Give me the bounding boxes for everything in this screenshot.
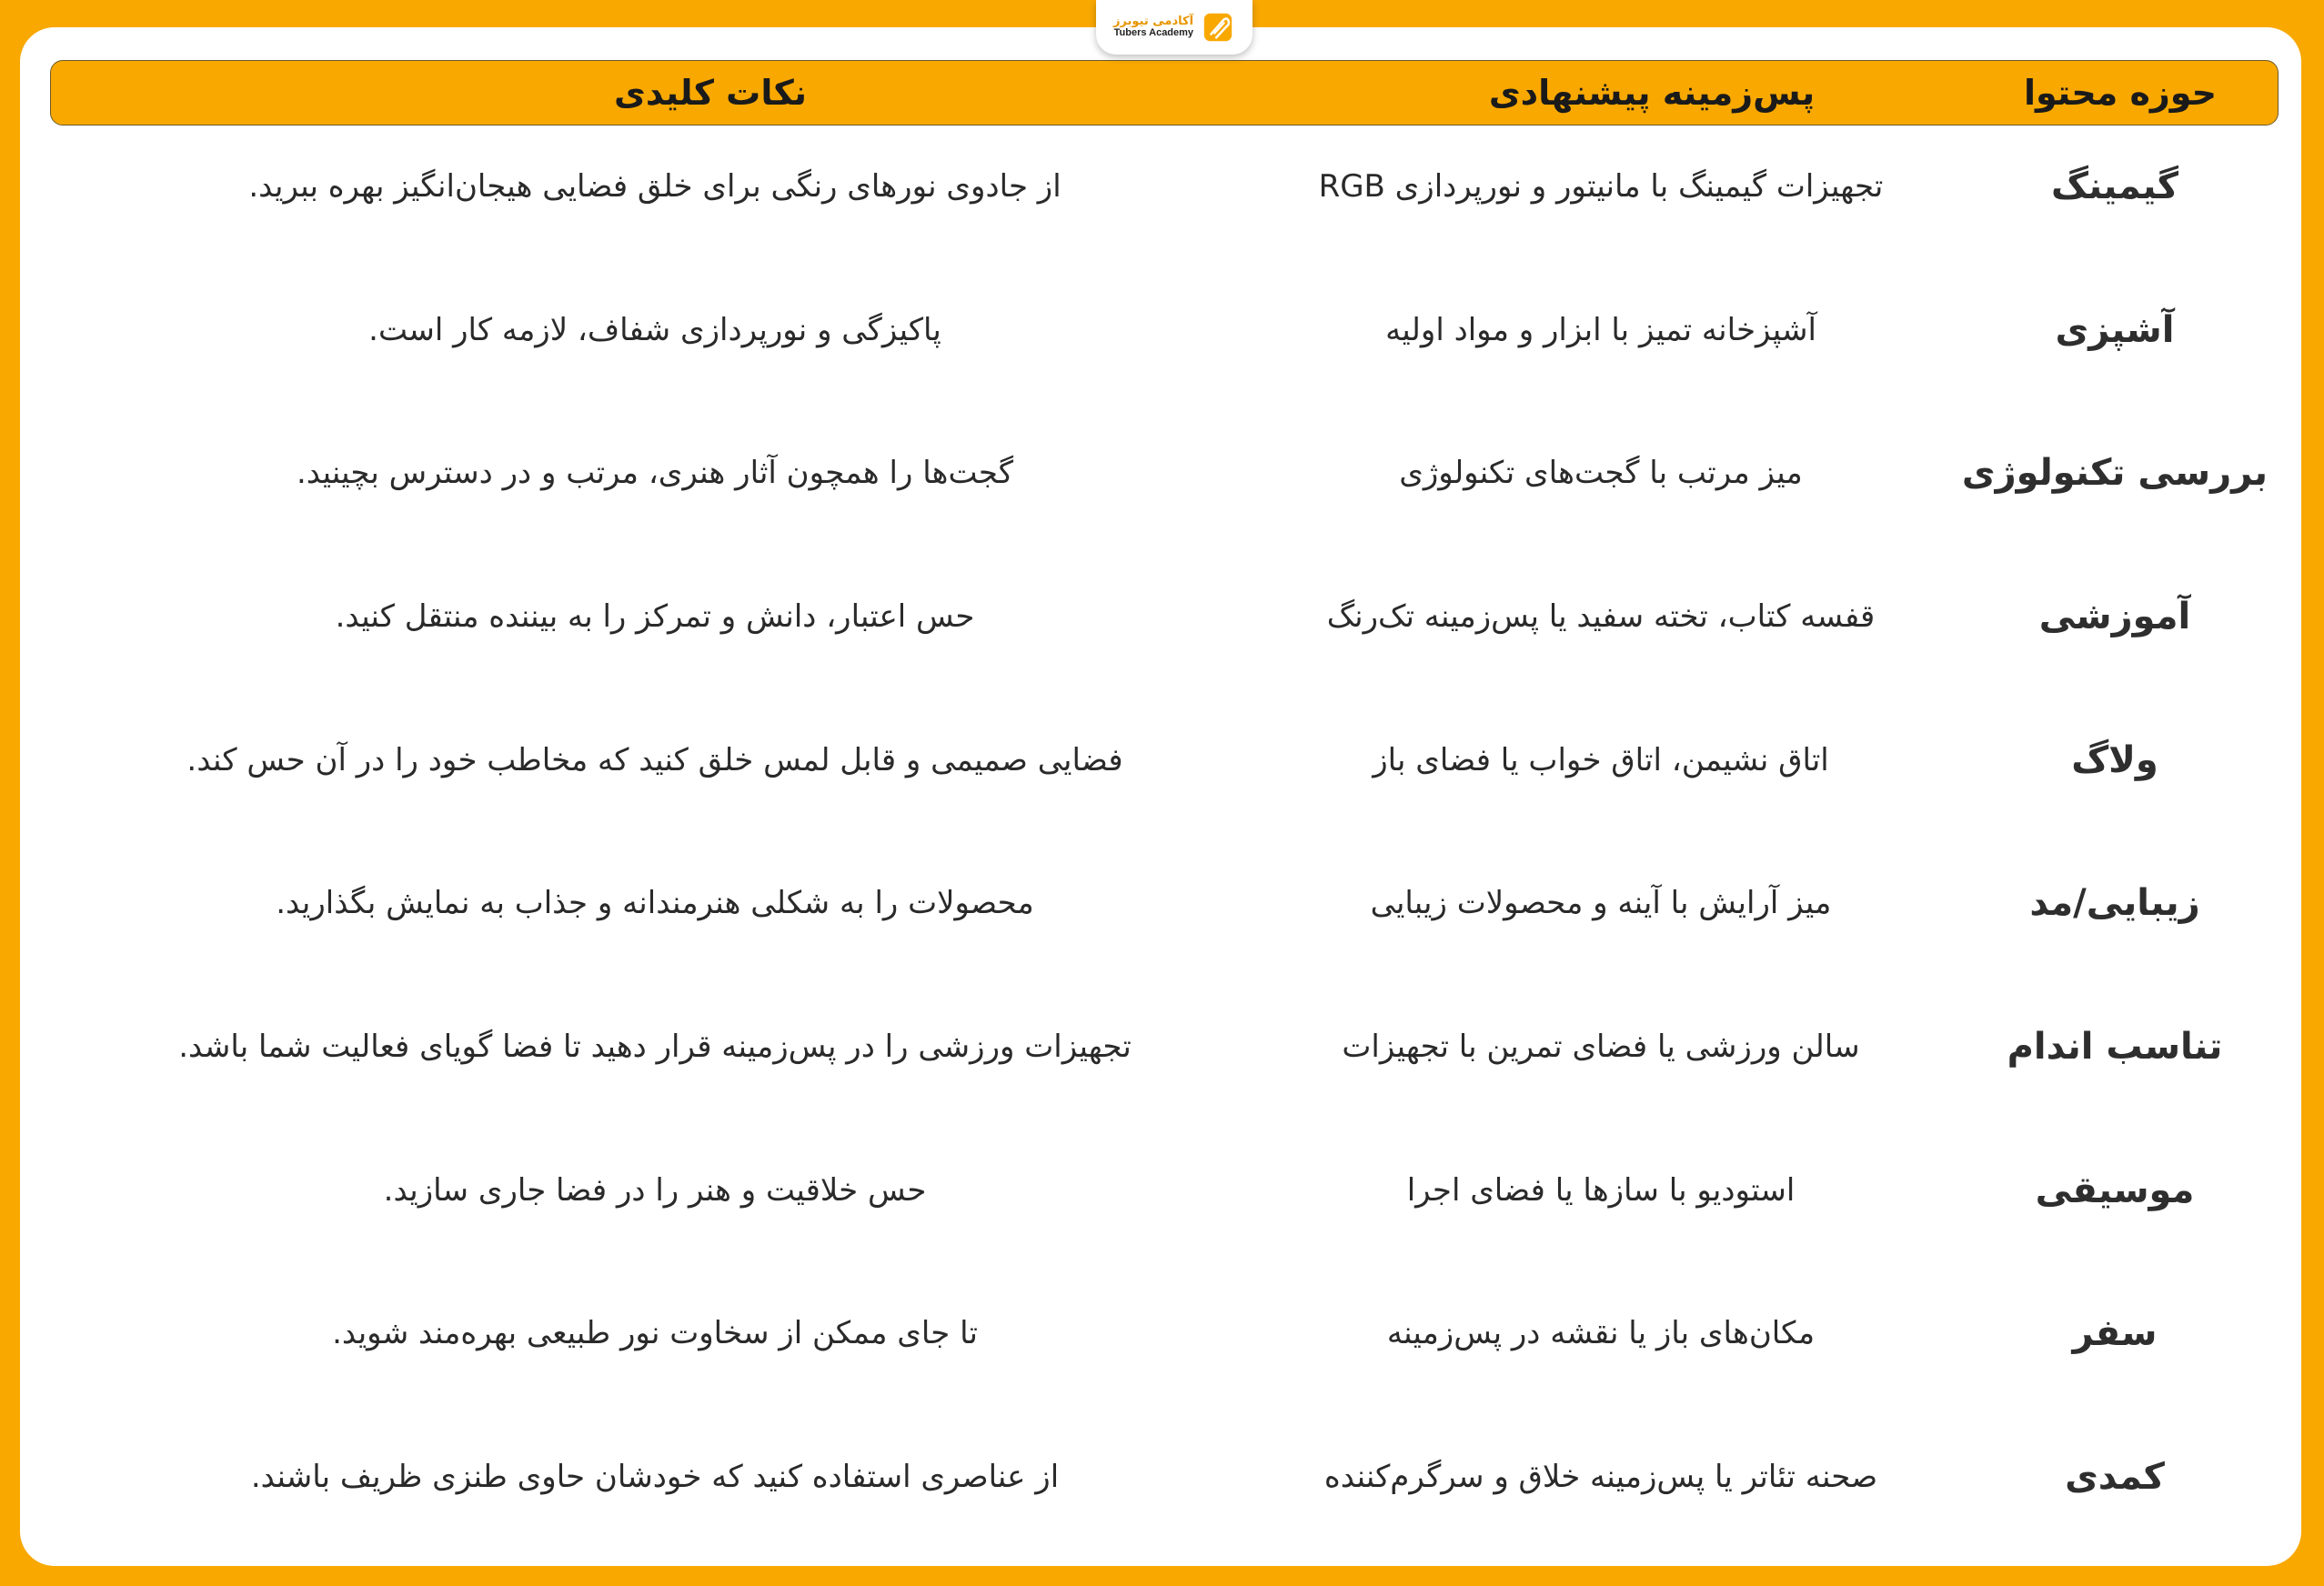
table-row [0,1431,2324,1522]
table-row [0,571,2324,662]
header-background: پس‌زمینه پیشنهادی [1488,73,1816,113]
row-domain: آموزشی [2038,596,2191,637]
row-background: میز آرایش با آینه و محصولات زیبایی [1370,885,1832,921]
row-domain: بررسی تکنولوژی [1961,452,2269,494]
academy-logo[interactable] [1096,0,1253,55]
row-tips: محصولات را به شکلی هنرمندانه و جذاب به نمایش بگذارید. [276,885,1034,921]
row-tips: تا جای ممکن از سخاوت نور طبیعی بهره‌مند شوید. [332,1315,978,1351]
row-domain: کمدی [2065,1456,2165,1498]
row-tips: پاکیزگی و نورپردازی شفاف، لازمه کار است. [368,312,941,348]
table-header [50,60,2279,125]
table-row [0,427,2324,518]
row-domain: موسیقی [2035,1169,2195,1211]
header-domain: حوزه محتوا [2023,73,2218,113]
row-background: اتاق نشیمن، اتاق خواب یا فضای باز [1373,742,1829,778]
row-background: سالن ورزشی یا فضای تمرین با تجهیزات [1342,1029,1860,1065]
table-row [0,285,2324,376]
paperclip-logo-icon [1201,10,1235,45]
row-background: میز مرتب با گجت‌های تکنولوژی [1399,455,1803,491]
table-row [0,858,2324,949]
row-tips: تجهیزات ورزشی را در پس‌زمینه قرار دهید تا فضا گویای فعالیت شما باشد. [178,1029,1132,1065]
row-tips: فضایی صمیمی و قابل لمس خلق کنید که مخاطب خود را در آن حس کند. [186,742,1123,778]
row-domain: تناسب اندام [2007,1026,2223,1068]
row-tips: گجت‌ها را همچون آثار هنری، مرتب و در دسترس بچینید. [296,455,1014,491]
row-background: استودیو با سازها یا فضای اجرا [1406,1172,1796,1209]
row-tips: حس خلاقیت و هنر را در فضا جاری سازید. [383,1172,927,1209]
table-row [0,1001,2324,1092]
row-tips: از عناصری استفاده کنید که خودشان حاوی طنزی ظریف باشند. [250,1459,1060,1495]
row-background: مکان‌های باز یا نقشه در پس‌زمینه [1386,1315,1816,1351]
row-domain: آشپزی [2055,309,2175,351]
table-row [0,715,2324,806]
logo-title-en: Tubers Academy [1113,27,1194,39]
logo-text [1113,15,1193,38]
row-background: صحنه تئاتر یا پس‌زمینه خلاق و سرگرم‌کننده [1323,1459,1878,1495]
row-domain: ولاگ [2071,739,2158,781]
row-domain: زیبایی/مد [2029,882,2200,924]
row-background: قفسه کتاب، تخته سفید یا پس‌زمینه تک‌رنگ [1326,598,1876,635]
row-tips: از جادوی نورهای رنگی برای خلق فضایی هیجان‌انگیز بهره ببرید. [248,168,1061,205]
header-tips: نکات کلیدی [614,73,807,113]
row-domain: گیمینگ [2050,166,2179,207]
row-background: آشپزخانه تمیز با ابزار و مواد اولیه [1385,312,1816,348]
row-domain: سفر [2072,1312,2158,1354]
logo-title-fa: آکادمی تیوبرز [1112,15,1194,29]
row-background: تجهیزات گیمینگ با مانیتور و نورپردازی RGB [1318,168,1884,205]
table-row [0,141,2324,232]
table-row [0,1288,2324,1379]
table-row [0,1145,2324,1236]
row-tips: حس اعتبار، دانش و تمرکز را به بیننده منتقل کنید. [335,598,975,635]
